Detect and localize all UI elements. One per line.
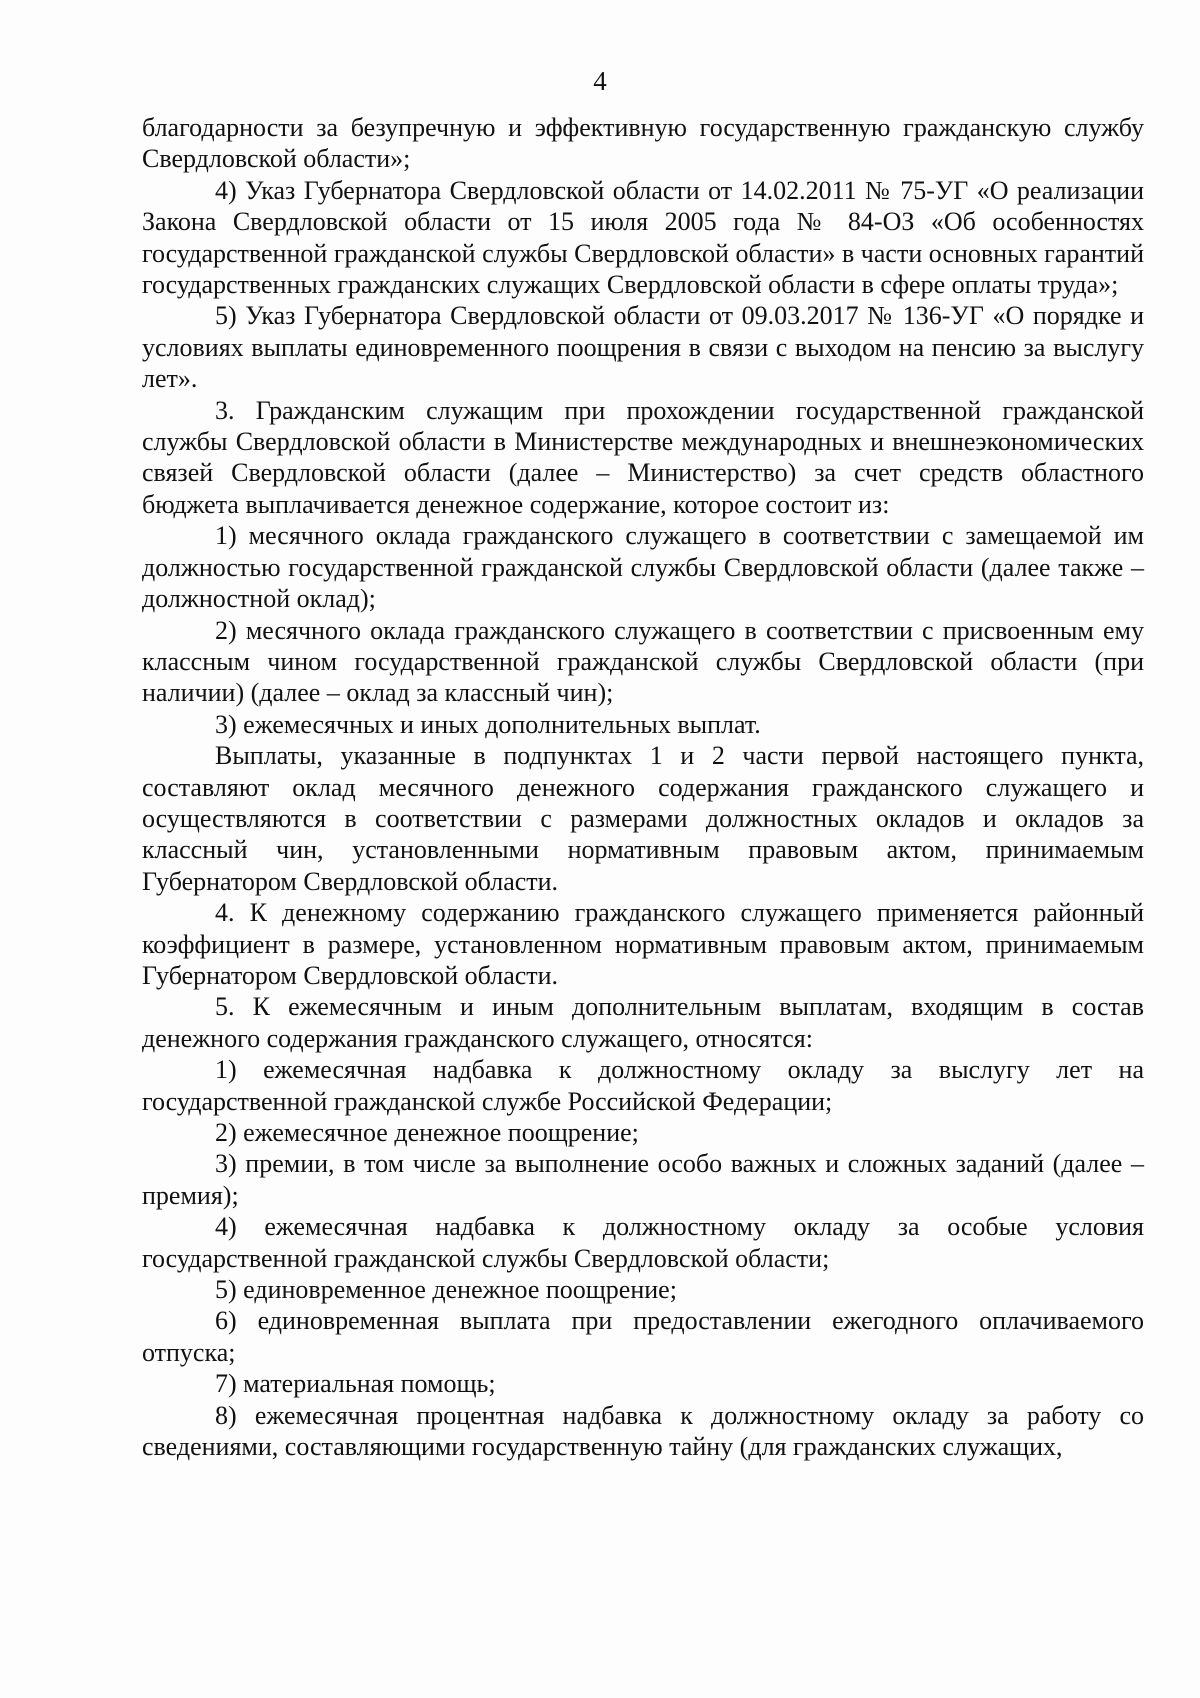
paragraph-list-item: 8) ежемесячная процентная надбавка к должностному окладу за работу со сведениями, составляющими государственную тайну (для гражданских служащих, (142, 1400, 1144, 1462)
paragraph-section-4: 4. К денежному содержанию гражданского служащего применяется районный коэффициент в размере, установленном нормативным правовым актом, принимаемым Губернатором Свердловской области. (142, 898, 1144, 990)
paragraph-list-item: 2) месячного оклада гражданского служащего в соответствии с присвоенным ему классным чином государственной гражданской службы Свердловской области (при наличии) (далее – оклад за классный чин); (142, 615, 1144, 708)
paragraph-body: Выплаты, указанные в подпунктах 1 и 2 части первой настоящего пункта, составляют оклад месячного денежного содержания гражданского служащего и осуществляются в соответствии с размерами должностных окладов и окладов за классный чин, установленными нормативным правовым актом, принимаемым Губернатором Свердловской области. (142, 741, 1144, 896)
paragraph-list-item: 1) ежемесячная надбавка к должностному окладу за выслугу лет на государственной гражданской службе Российской Федерации; (142, 1055, 1144, 1116)
paragraph-list-item: 2) ежемесячное денежное поощрение; (215, 1118, 639, 1147)
paragraph-continuation: благодарности за безупречную и эффективную государственную гражданскую службу Свердловской области»; (142, 113, 1144, 174)
paragraph-list-item: 1) месячного оклада гражданского служащего в соответствии с замещаемой им должностью государственной гражданской службы Свердловской области (далее также – должностной оклад); (142, 521, 1144, 614)
paragraph-section-5: 5. К ежемесячным и иным дополнительным выплатам, входящим в состав денежного содержания гражданского служащего, относятся: (142, 992, 1144, 1053)
paragraph-section-3: 3. Гражданским служащим при прохождении государственной гражданской службы Свердловской области в Министерстве международных и внешнеэкономических связей Свердловской области (далее – Министерство) за счет средств областного бюджета выплачивается денежное содержание, которое состоит из: (142, 395, 1144, 519)
paragraph-list-item: 3) ежемесячных и иных дополнительных выплат. (215, 709, 761, 739)
page-number: 4 (593, 66, 607, 96)
paragraph-list-item: 5) единовременное денежное поощрение; (215, 1275, 677, 1305)
paragraph-list-item-4-decree: 4) Указ Губернатора Свердловской области от 14.02.2011 № 75-УГ «О реализации Закона Свердловской области от 15 июля 2005 года № 84-ОЗ «Об особенностях государственной гражданской службы Свердловской области» в части основных гарантий государственных гражданских служащих Свердловской области в сфере оплаты труда»; (142, 175, 1144, 300)
paragraph-list-item-5-decree: 5) Указ Губернатора Свердловской области от 09.03.2017 № 136-УГ «О порядке и условиях выплаты единовременного поощрения в связи с выходом на пенсию за выслугу лет». (142, 301, 1144, 394)
paragraph-list-item: 6) единовременная выплата при предоставлении ежегодного оплачиваемого отпуска; (142, 1306, 1144, 1367)
paragraph-list-item: 4) ежемесячная надбавка к должностному окладу за особые условия государственной гражданской службы Свердловской области; (142, 1212, 1144, 1273)
paragraph-list-item: 7) материальная помощь; (215, 1369, 496, 1399)
document-body (142, 112, 1144, 1462)
paragraph-list-item: 3) премии, в том числе за выполнение особо важных и сложных заданий (далее – премия); (142, 1149, 1144, 1210)
